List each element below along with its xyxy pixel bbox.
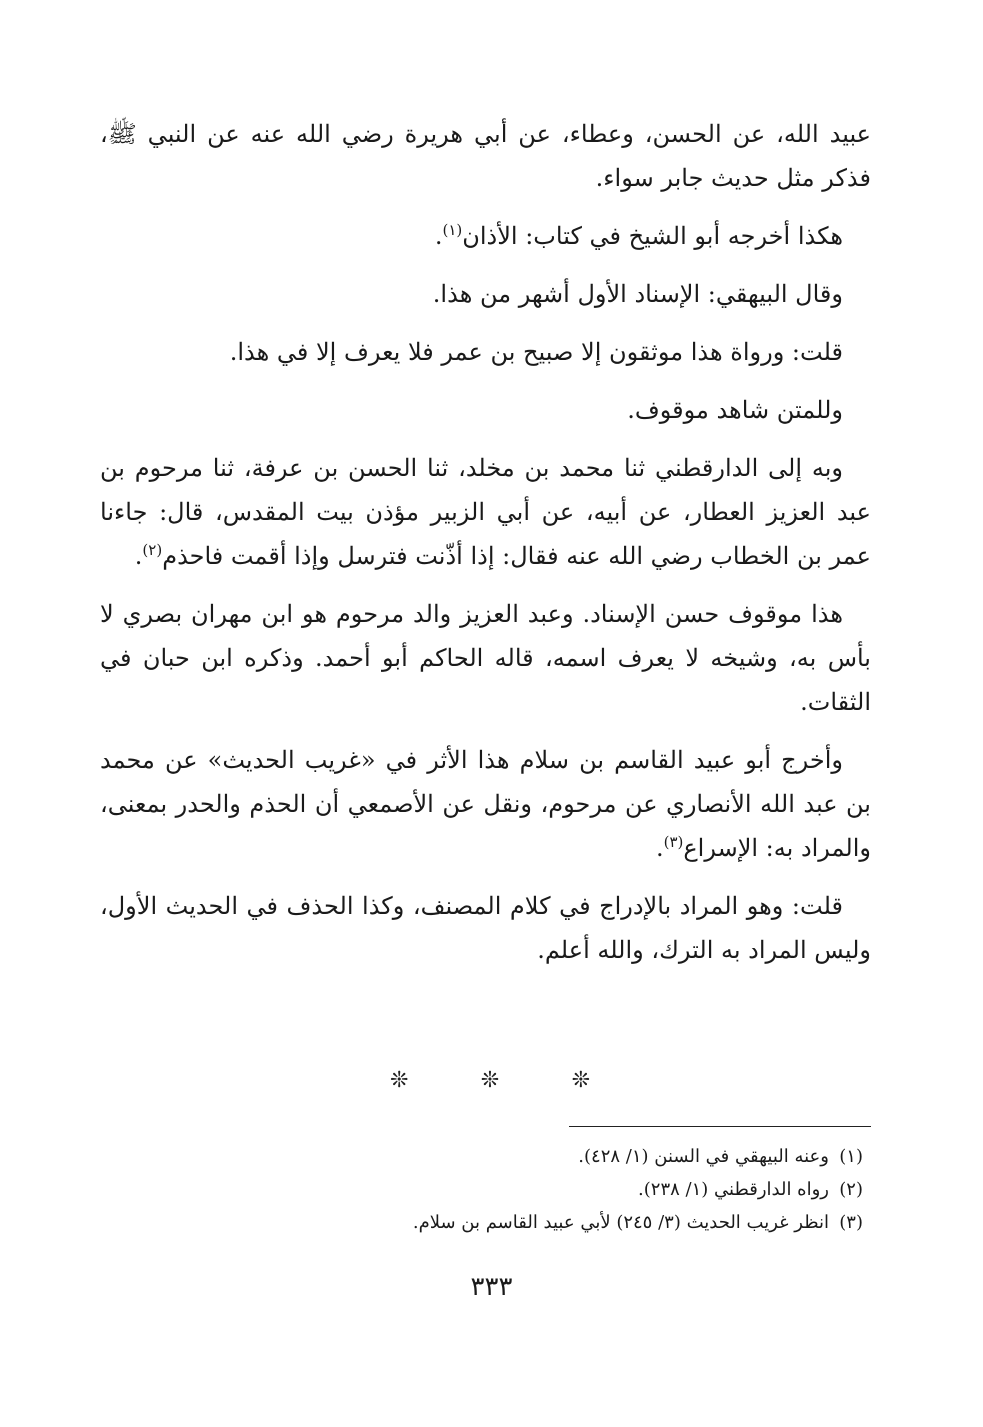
footnote-text: انظر غريب الحديث (٣/ ٢٤٥) لأبي عبيد القاسم بن سلام.: [412, 1212, 829, 1233]
asterism-icon: ❊: [571, 1068, 590, 1093]
footnote-text: وعنه البيهقي في السنن (١/ ٤٢٨).: [578, 1146, 829, 1167]
paragraph: وأخرج أبو عبيد القاسم بن سلام هذا الأثر في «غريب الحديث» عن محمد بن عبد الله الأنصاري عن مرحوم، ونقل عن الأصمعي أن الحذم والحدر بمعنى، والمراد به: الإسراع$^{(٣)}$.: [100, 746, 871, 862]
paragraph: قلت: ورواة هذا موثقون إلا صبيح بن عمر فلا يعرف إلا في هذا.: [229, 338, 843, 366]
footnote-number: (١): [839, 1146, 863, 1167]
paragraph: هذا موقوف حسن الإسناد. وعبد العزيز والد مرحوم هو ابن مهران بصري لا بأس به، وشيخه لا يعرف اسمه، قاله الحاكم أبو أحمد. وذكره ابن حبان في الثقات.: [100, 600, 871, 716]
footnotes: [300, 1140, 863, 1239]
footnote-number: (٢): [839, 1179, 863, 1200]
paragraph: وللمتن شاهد موقوف.: [627, 396, 843, 424]
paragraph: وبه إلى الدارقطني ثنا محمد بن مخلد، ثنا الحسن بن عرفة، ثنا مرحوم بن عبد العزيز العطار، عن أبيه، عن أبي الزبير مؤذن بيت المقدس، قال: جاءنا عمر بن الخطاب رضي الله عنه فقال: إذا أذّنت فترسل وإذا أقمت فاحذم$^{(٢)}$.: [100, 454, 871, 570]
paragraph: قلت: وهو المراد بالإدراج في كلام المصنف، وكذا الحذف في الحديث الأول، وليس المراد به الترك، والله أعلم.: [100, 892, 871, 964]
asterism-icon: ❊: [480, 1068, 500, 1093]
footnote-number: (٣): [839, 1212, 863, 1233]
section-separator: [390, 1068, 590, 1093]
asterism-icon: ❊: [390, 1068, 409, 1093]
paragraph: هكذا أخرجه أبو الشيخ في كتاب: الأذان$^{(١)}$.: [434, 221, 843, 250]
footnote-item: [300, 1173, 863, 1206]
paragraph: وقال البيهقي: الإسناد الأول أشهر من هذا.: [432, 280, 843, 308]
footnote-ref[interactable]: (٢): [142, 541, 163, 559]
page-number: ٣٣٣: [470, 1272, 513, 1302]
main-text: [100, 112, 871, 986]
footnote-item: [300, 1206, 863, 1239]
paragraph: عبيد الله، عن الحسن، وعطاء، عن أبي هريرة رضي الله عنه عن النبي ﷺ، فذكر مثل حديث جابر سواء.: [100, 120, 872, 192]
footnote-ref[interactable]: (١): [442, 221, 463, 239]
footnote-item: [300, 1140, 863, 1173]
footnote-text: رواه الدارقطني (١/ ٢٣٨).: [638, 1179, 829, 1200]
footnote-divider: [569, 1126, 871, 1127]
footnote-ref[interactable]: (٣): [663, 833, 684, 851]
